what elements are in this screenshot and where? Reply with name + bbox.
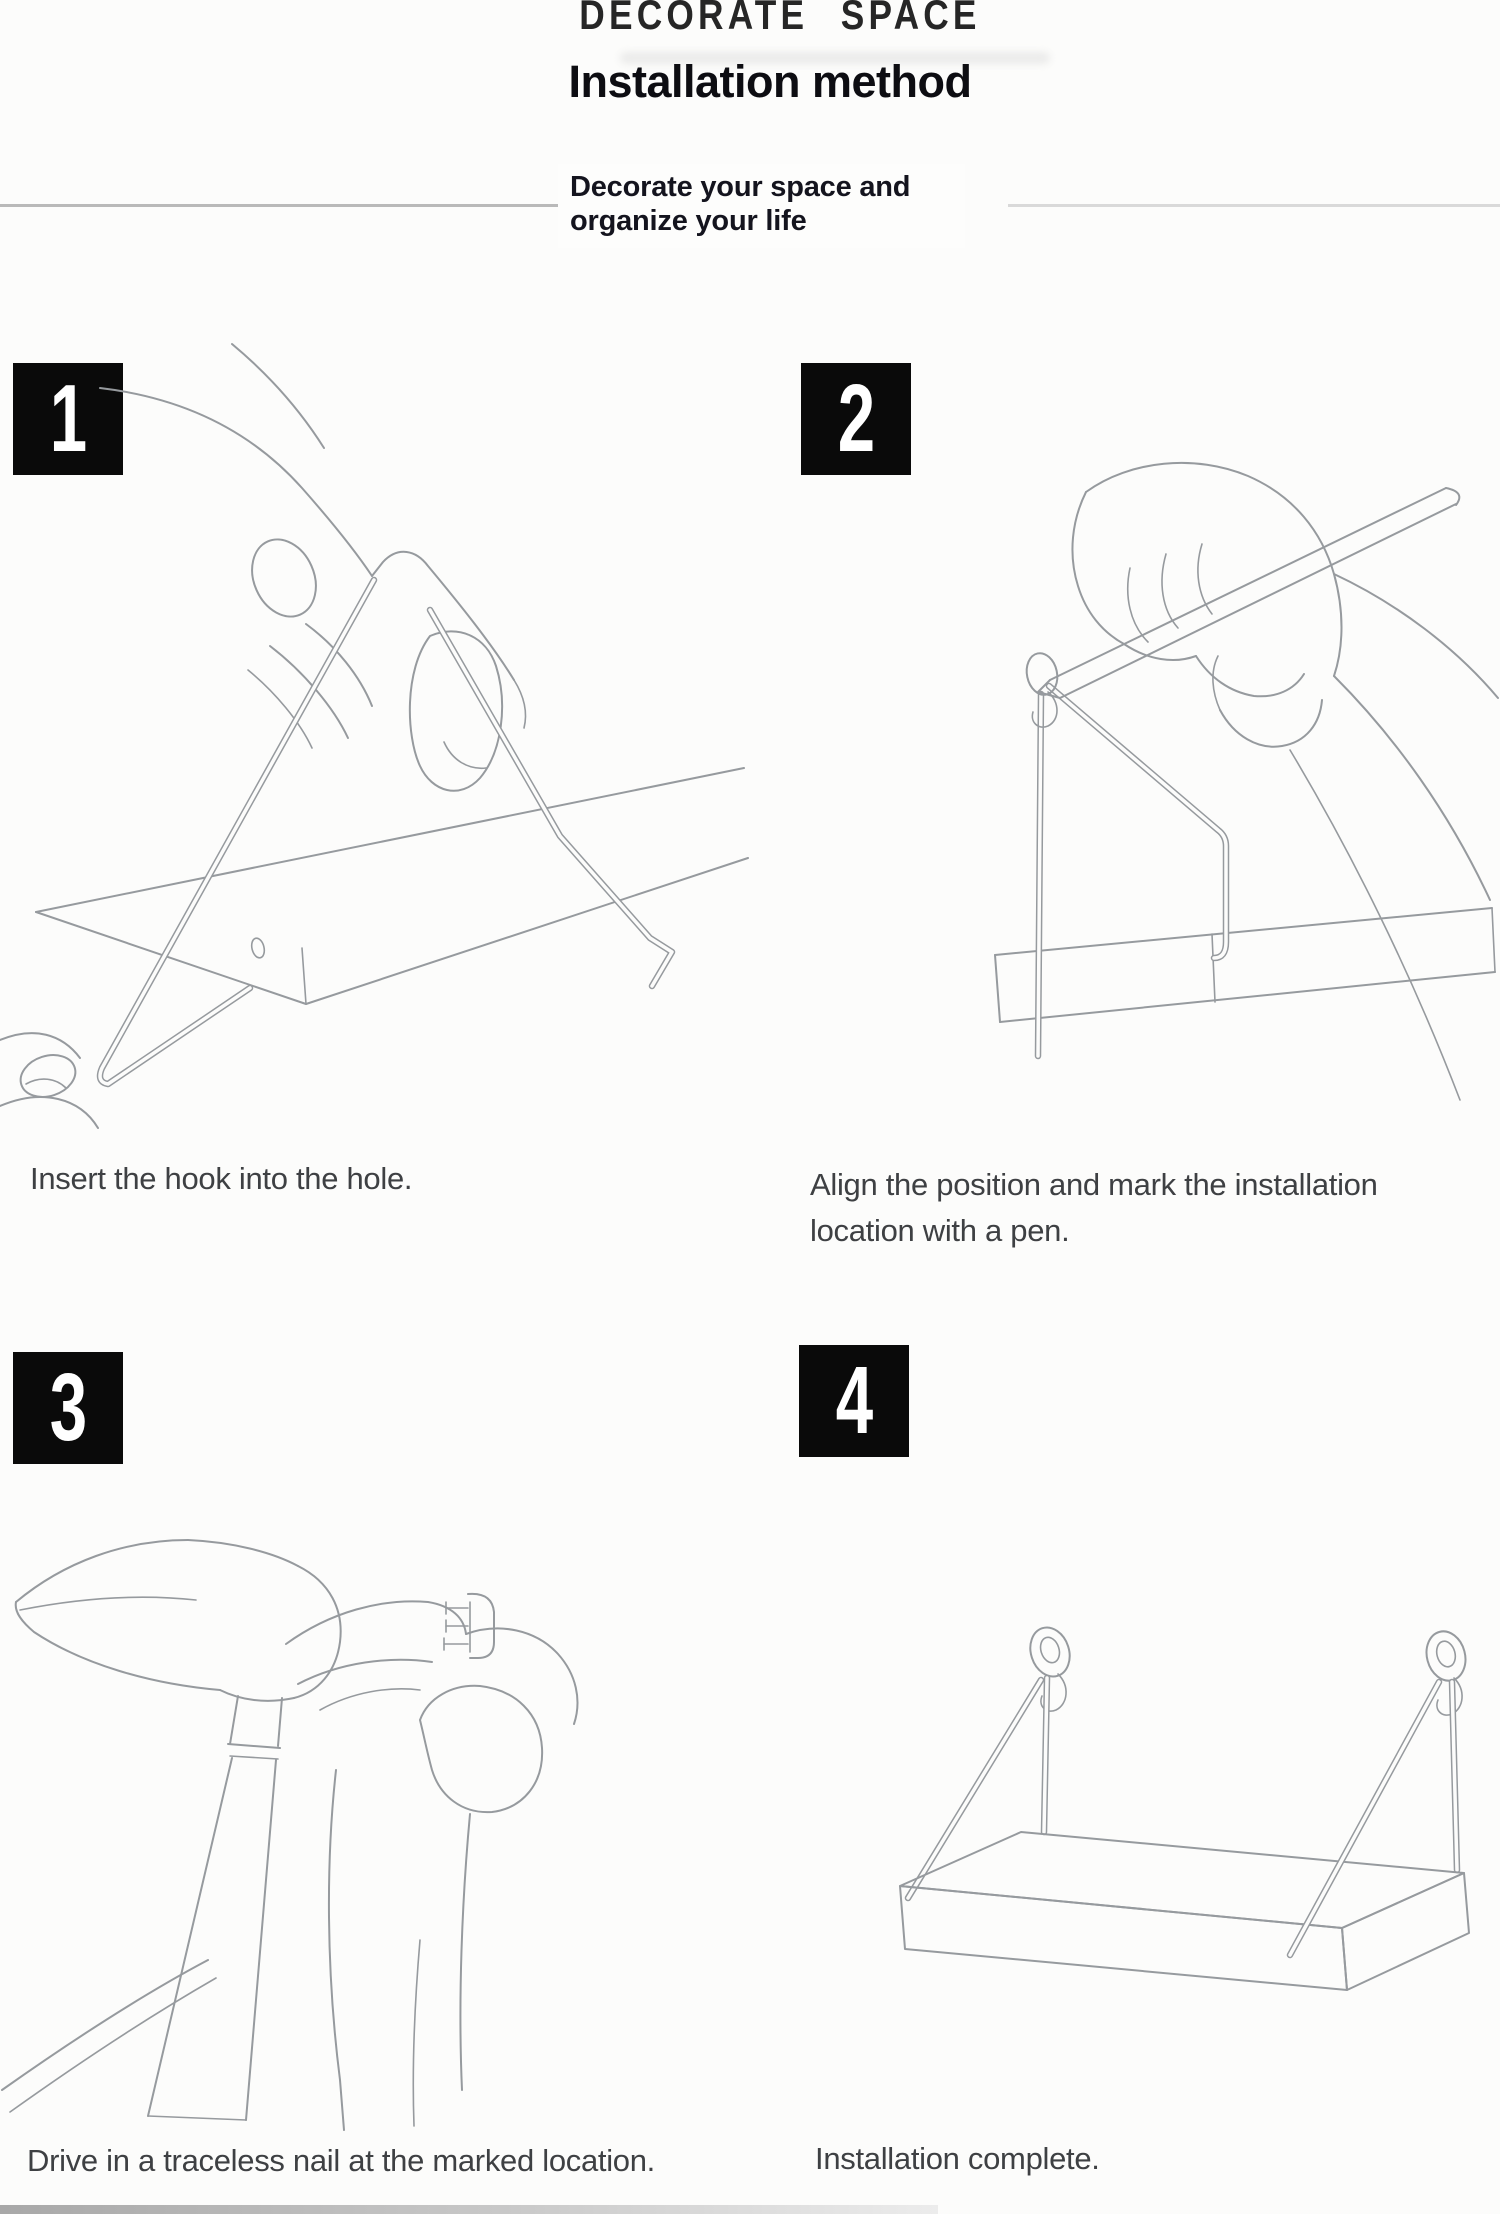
step-1-caption: Insert the hook into the hole. — [30, 1161, 413, 1196]
left-eyelet-and-wires — [908, 1622, 1076, 1898]
divider-line-left — [0, 204, 558, 207]
step-4-illustration-installed-shelf — [750, 1300, 1500, 2160]
upper-hand — [100, 344, 526, 791]
lower-hand — [0, 1033, 98, 1130]
hand-holding-pen — [1072, 463, 1498, 1100]
step-4-number: 4 — [836, 1347, 872, 1454]
step-3-caption: Drive in a traceless nail at the marked location. — [27, 2143, 655, 2178]
page-title: Installation method — [568, 56, 972, 107]
pen — [1038, 488, 1459, 698]
shelf-board — [900, 1832, 1469, 1990]
hand-holding-nail — [286, 1601, 577, 2130]
board-with-hole — [36, 768, 748, 1004]
wire-bracket — [1023, 650, 1226, 1056]
right-front-wire — [1290, 1682, 1439, 1955]
next-section-edge — [0, 2205, 938, 2214]
traceless-nail-hook — [444, 1594, 494, 1658]
right-eyelet-and-wires — [1421, 1627, 1471, 1870]
hammer — [2, 1540, 341, 2120]
subtitle-line-1: Decorate your space and — [570, 171, 911, 203]
brand-text: DECORATE SPACE — [579, 0, 981, 38]
step-3-illustration-hammer-nail — [0, 1300, 750, 2160]
step-2-caption: Align the position and mark the installation location with a pen. — [810, 1167, 1378, 1248]
step-2-illustration-mark-with-pen — [750, 330, 1500, 1140]
wire-hook — [100, 580, 672, 1084]
shelf-board — [995, 908, 1495, 1022]
divider-line-right — [1008, 204, 1500, 207]
subtitle-line-2: organize your life — [570, 205, 807, 237]
page-subtitle — [558, 164, 965, 248]
step-2-number: 2 — [838, 365, 874, 472]
step-1-illustration-hook-into-hole — [0, 340, 750, 1130]
step-3-number: 3 — [50, 1354, 86, 1461]
step-4-caption: Installation complete. — [815, 2141, 1100, 2176]
step-1-number: 1 — [50, 365, 86, 472]
